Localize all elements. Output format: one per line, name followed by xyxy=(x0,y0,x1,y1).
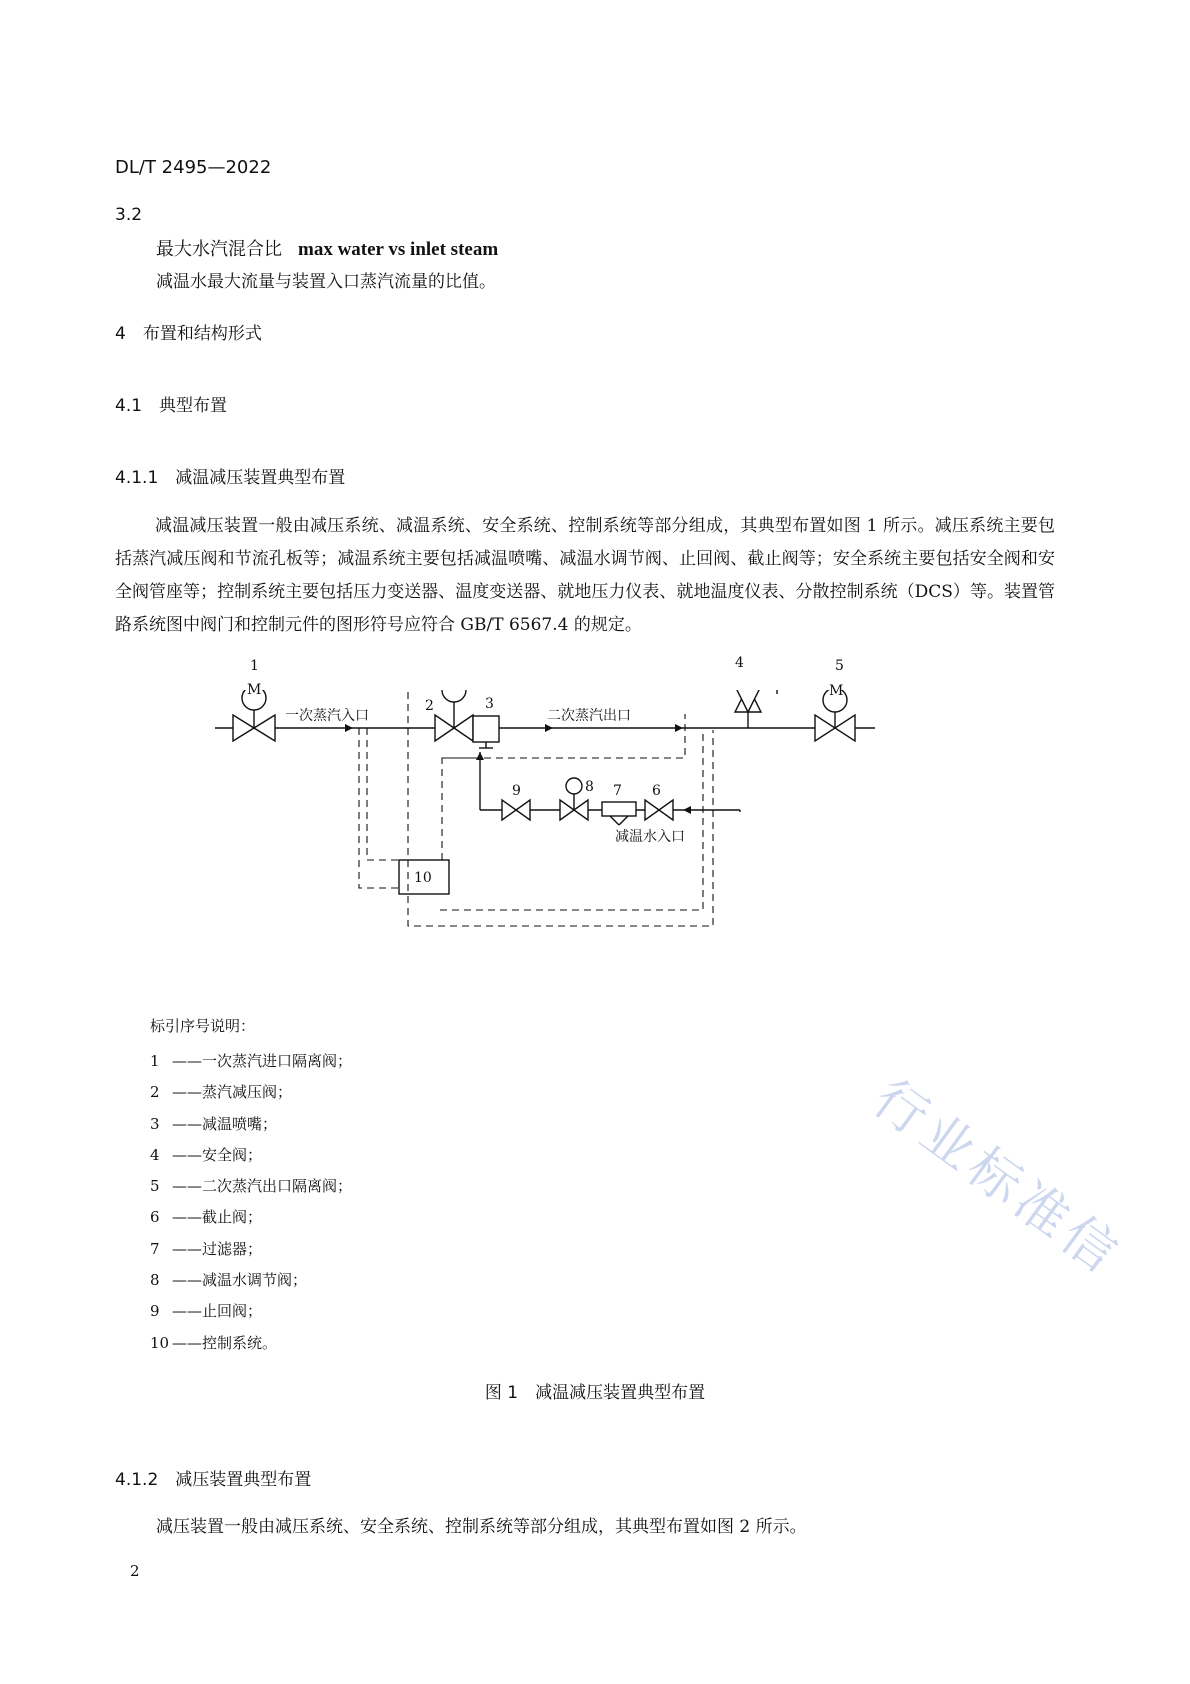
legend-text: ——二次蒸汽出口隔离阀； xyxy=(172,1177,353,1196)
legend-text: ——减温喷嘴； xyxy=(172,1114,278,1133)
valve-8-symbol xyxy=(560,778,588,820)
section-4-heading: 4 布置和结构形式 xyxy=(115,324,262,344)
section-4-1-2-heading: 4.1.2 减压装置典型布置 xyxy=(115,1470,312,1490)
legend-num: 8 xyxy=(150,1271,160,1290)
legend-item xyxy=(150,1046,352,1077)
legend-text: ——减温水调节阀； xyxy=(172,1271,308,1290)
legend-item xyxy=(150,1328,352,1359)
legend-num: 7 xyxy=(150,1239,160,1258)
legend-text: ——控制系统。 xyxy=(172,1333,278,1352)
section-4-1-1-heading: 4.1.1 减温减压装置典型布置 xyxy=(115,468,346,488)
valve-2-symbol xyxy=(435,690,473,741)
page-number: 2 xyxy=(130,1562,140,1580)
legend-num: 5 xyxy=(150,1177,160,1196)
legend-item xyxy=(150,1296,352,1327)
legend-list xyxy=(150,1046,352,1359)
legend-num: 4 xyxy=(150,1145,160,1164)
legend-title: 标引序号说明： xyxy=(150,1017,256,1035)
legend-item xyxy=(150,1234,352,1265)
section-4-1-2-paragraph: 减压装置一般由减压系统、安全系统、控制系统等部分组成，其典型布置如图 2 所示。 xyxy=(156,1517,807,1537)
figure-1-caption: 图 1 减温减压装置典型布置 xyxy=(484,1383,706,1403)
legend-item xyxy=(150,1265,352,1296)
legend-num: 2 xyxy=(150,1083,160,1102)
label-inlet: 一次蒸汽入口 xyxy=(285,708,369,724)
legend-item xyxy=(150,1140,352,1171)
legend-item xyxy=(150,1171,352,1202)
legend-text: ——一次蒸汽进口隔离阀； xyxy=(172,1052,353,1070)
label-n8: 8 xyxy=(585,779,594,795)
legend-num: 9 xyxy=(150,1302,160,1321)
legend-text: ——止回阀； xyxy=(172,1302,263,1321)
section-4-1-heading: 4.1 典型布置 xyxy=(115,396,228,416)
valve-6-symbol xyxy=(645,800,673,820)
label-n5: 5 xyxy=(835,658,844,674)
safety-valve-4-symbol xyxy=(735,690,777,728)
section-4-1-1-paragraph: 减温减压装置一般由减压系统、减温系统、安全系统、控制系统等部分组成，其典型布置如图 1 所示。减压系统主要包括蒸汽减压阀和节流孔板等；减温系统主要包括减温喷嘴、减温水调节阀、止回阀、截止阀等；安全系统主要包括安全阀和安全阀管座等；控制系统主要包括压力变送器、温度变送器、就地压力仪表、就地温度仪表、分散控制系统（DCS）等。装置管路系统图中阀门和控制元件的图形符号应符合 GB/T 6567.4 的规定。 xyxy=(115,516,1055,635)
legend-text: ——蒸汽减压阀； xyxy=(172,1083,293,1102)
filter-7-symbol xyxy=(602,802,636,825)
watermark: 行业标准信 xyxy=(862,1068,1132,1288)
flow-arrows xyxy=(345,724,691,814)
legend-item xyxy=(150,1109,352,1140)
label-m1: M xyxy=(247,682,262,698)
legend-num: 10 xyxy=(150,1333,170,1352)
legend-num: 1 xyxy=(150,1052,160,1070)
term-number: 3.2 xyxy=(115,205,143,225)
nozzle-3-symbol xyxy=(473,716,499,748)
valve-9-symbol xyxy=(502,800,530,820)
label-outlet: 二次蒸汽出口 xyxy=(547,708,631,724)
label-n3: 3 xyxy=(485,696,494,712)
term-title-en: max water vs inlet steam xyxy=(298,239,499,260)
label-n10: 10 xyxy=(414,870,432,886)
label-n7: 7 xyxy=(613,783,622,799)
legend-text: ——截止阀； xyxy=(172,1208,263,1227)
term-definition: 减温水最大流量与装置入口蒸汽流量的比值。 xyxy=(156,272,496,292)
label-n4: 4 xyxy=(735,655,744,671)
label-n6: 6 xyxy=(652,783,661,799)
label-n1: 1 xyxy=(250,658,259,674)
label-n2: 2 xyxy=(425,698,434,714)
standard-code-header: DL/T 2495—2022 xyxy=(115,157,272,178)
term-title xyxy=(156,235,498,261)
legend-item xyxy=(150,1202,352,1233)
label-m5: M xyxy=(829,683,844,699)
figure-1-diagram xyxy=(215,690,955,1010)
legend-num: 3 xyxy=(150,1114,160,1133)
legend-item xyxy=(150,1077,352,1108)
term-title-zh: 最大水汽混合比 xyxy=(156,239,282,260)
legend-text: ——过滤器； xyxy=(172,1239,263,1258)
legend-num: 6 xyxy=(150,1208,160,1227)
label-water-inlet: 减温水入口 xyxy=(615,829,685,845)
legend-text: ——安全阀； xyxy=(172,1145,263,1164)
label-n9: 9 xyxy=(512,783,521,799)
